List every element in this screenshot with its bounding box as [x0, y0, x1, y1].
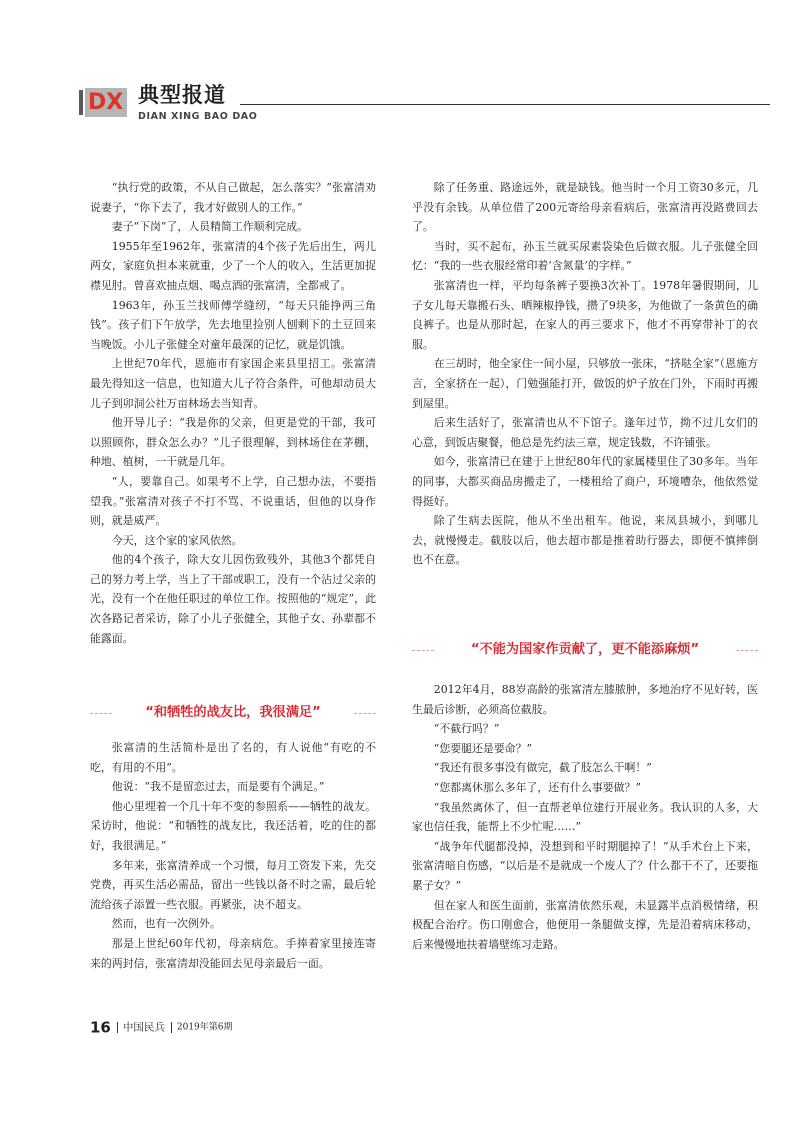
paragraph: “战争年代腿都没掉，没想到和平时期腿掉了！”从手术台上下来，张富清暗自伤感，“以后是不是就成一个废人了？什么都干不了，还要拖累子女？” [412, 839, 758, 892]
paragraph: 多年来，张富清养成一个习惯，每月工资发下来，先交党费，再买生活必需品，留出一些钱以备不时之需，最后轮流给孩子添置一些衣服。再紧张，决不超支。 [90, 858, 376, 911]
section-subtitle: DIAN XING BAO DAO [138, 111, 258, 122]
paragraph: 今天，这个家的家风依然。 [111, 533, 243, 547]
paragraph: 他开导儿子：“我是你的父亲，但更是党的干部，我可以照顾你，群众怎么办？”儿子很理解，到林场住在茅棚，种地、植树，一干就是几年。 [90, 416, 376, 469]
section-heading [90, 703, 376, 723]
paragraph: 他的4个孩子，除大女儿因伤致残外，其他3个都凭自己的努力考上学，当上了干部或职工，没有一个沾过父亲的光，没有一个在他任职过的单位工作。按照他的“规定”，此次各路记者采访，除了小儿子张健全，其他子女、孙辈都不能露面。 [90, 553, 376, 645]
paragraph: 除了生病去医院，他从不坐出租车。他说，来凤县城小，到哪儿去，就慢慢走。截肢以后，他去超市都是推着助行器去，即便不慎摔倒也不在意。 [412, 514, 758, 567]
section-heading-text: “不能为国家作贡献了，更不能添麻烦” [470, 642, 700, 657]
paragraph: 但在家人和医生面前，张富清依然乐观，未显露半点消极情绪，积极配合治疗。伤口刚愈合，他便用一条腿做支撑，先是沿着病床移动，后来慢慢地扶着墙壁练习走路。 [412, 898, 758, 951]
footer-divider [171, 1022, 172, 1033]
section-logo [79, 88, 130, 117]
paragraph: 1963年，孙玉兰找师傅学缝纫，“每天只能挣两三角钱”。孩子们下午放学，先去地里捡别人刨剩下的土豆回来当晚饭。小儿子张健全对童年最深的记忆，就是饥饿。 [90, 298, 376, 351]
paragraph: 妻子“下岗”了，人员精简工作顺利完成。 [111, 220, 309, 234]
paragraph: “执行党的政策，不从自己做起，怎么落实？”张富清劝说妻子，“你下去了，我才好做别人的工作。” [90, 181, 376, 214]
heading-dash [354, 713, 376, 714]
heading-dash [90, 713, 112, 714]
paragraph: 后来生活好了，张富清也从不下馆子。逢年过节，拗不过儿女们的心意，到饭店聚餐，他总是先约法三章，规定钱数，不许铺张。 [412, 416, 758, 449]
paragraph: 1955年至1962年，张富清的4个孩子先后出生，两儿两女，家庭负担本来就重，少了一个人的收入，生活更加捉襟见肘。曾喜欢抽点烟、喝点酒的张富清，全都戒了。 [90, 239, 376, 292]
paragraph: “不截行吗？” [433, 722, 500, 736]
paragraph: 张富清的生活简朴是出了名的，有人说他“有吃的不吃，有用的不用”。 [90, 741, 376, 774]
header-rule [240, 104, 770, 105]
paragraph: “您要腿还是要命？” [433, 741, 533, 755]
paragraph: 上世纪70年代，恩施市有家国企来县里招工。张富清最先得知这一信息，也知道大儿子符合条件，可他却动员大儿子到卯洞公社万亩林场去当知青。 [90, 357, 376, 410]
heading-dash [736, 650, 758, 651]
issue-label: 2019年第6期 [176, 1022, 233, 1033]
paragraph: 张富清也一样，平均每条裤子要换3次补丁。1978年暑假期间，儿子女儿每天靠搬石头、晒辣椒挣钱，攒了9块多，为他做了一条黄色的确良裤子。也是从那时起，在家人的再三要求下，他才不再穿带补丁的衣服。 [412, 278, 758, 351]
paragraph: 当时，买不起布，孙玉兰就买尿素袋染色后做衣服。儿子张健全回忆：“我的一些衣服经常印着‘含氮量’的字样。” [412, 239, 758, 273]
paragraph: 2012年4月，88岁高龄的张富清左膝脓肿，多地治疗不见好转，医生最后诊断，必须高位截肢。 [412, 683, 758, 716]
paragraph: 除了任务重、路途远外，就是缺钱。他当时一个月工资30多元，几乎没有余钱。从单位借了200元寄给母亲看病后，张富清再没路费回去了。 [412, 181, 758, 234]
section-title: 典型报道 [138, 83, 226, 107]
left-column-bottom [90, 738, 376, 973]
paragraph: 那是上世纪60年代初，母亲病危。手捧着家里接连寄来的两封信，张富清却没能回去见母亲最后一面。 [90, 936, 376, 970]
logo-badge: DX [88, 90, 124, 115]
logo-bar [79, 90, 83, 115]
right-column-bottom [412, 680, 758, 954]
magazine-name: 中国民兵 [122, 1021, 165, 1034]
logo-box [85, 88, 127, 117]
section-heading [412, 640, 758, 660]
paragraph: 如今，张富清已在建于上世纪80年代的家属楼里住了30多年。当年的同事，大都买商品房搬走了，一楼租给了商户，环境嘈杂，他依然觉得挺好。 [412, 455, 758, 508]
paragraph: 然而，也有一次例外。 [111, 917, 221, 931]
right-column-top [412, 178, 758, 570]
left-column-top [90, 178, 376, 648]
paragraph: 他说：“我不是留恋过去，而是要有个满足。” [111, 780, 325, 794]
heading-dash [412, 650, 434, 651]
page-number: 16 [90, 1018, 111, 1037]
paragraph: “您都离休那么多年了，还有什么事要做？” [433, 780, 641, 794]
footer-divider [117, 1022, 118, 1033]
paragraph: “人，要靠自己。如果考不上学，自己想办法，不要指望我。”张富清对孩子不打不骂、不说重话，但他的以身作则，就是威严。 [90, 474, 376, 528]
paragraph: “我还有很多事没有做完，截了肢怎么干啊！” [433, 761, 652, 775]
paragraph: 他心里埋着一个几十年不变的参照系——牺牲的战友。采访时，他说：“和牺牲的战友比，我还活着，吃的住的都好，我很满足。” [90, 799, 376, 852]
section-heading-text: “和牺牲的战友比，我很满足” [145, 705, 321, 720]
paragraph: “我虽然离休了，但一直帮老单位建行开展业务。我认识的人多，大家也信任我，能帮上不少忙呢……” [412, 800, 758, 834]
page-footer [90, 1017, 233, 1035]
paragraph: 在三胡时，他全家住一间小屋，只够放一张床，“挤哒全家”（恩施方言，全家挤在一起），门勉强能打开，做饭的炉子放在门外，下雨时再搬到屋里。 [412, 357, 758, 410]
